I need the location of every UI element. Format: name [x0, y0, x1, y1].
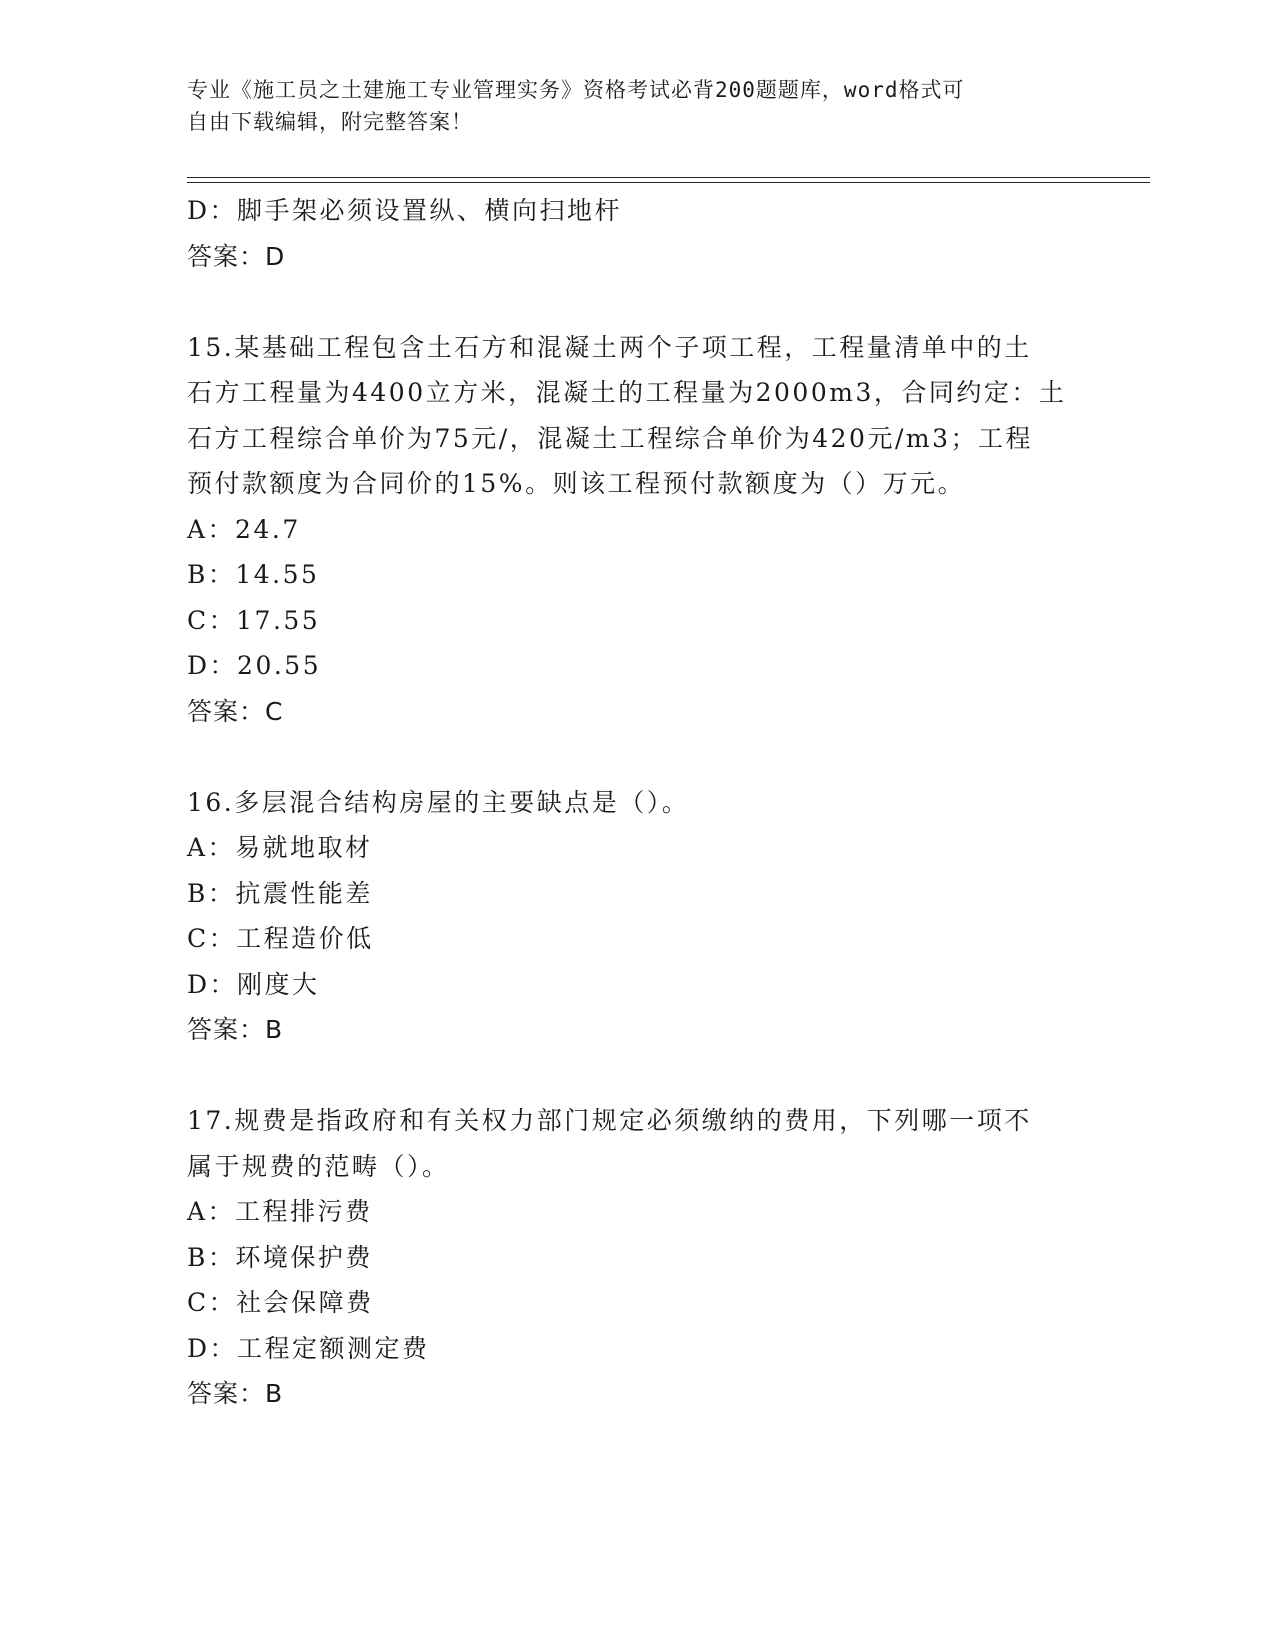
- answer-line: 答案：B: [187, 1379, 284, 1408]
- question-15: [187, 325, 1087, 735]
- option-b: B：环境保护费: [187, 1242, 373, 1272]
- option-a: A：工程排污费: [187, 1197, 373, 1226]
- option-d: D：脚手架必须设置纵、横向扫地杆: [187, 196, 623, 225]
- spacer: [187, 734, 1087, 780]
- question-stem-line: 属于规费的范畴（）。: [187, 1151, 450, 1181]
- question-stem-line: 17.规费是指政府和有关权力部门规定必须缴纳的费用，下列哪一项不: [187, 1106, 1032, 1135]
- answer-line: 答案：B: [187, 1015, 284, 1044]
- question-stem-line: 15.某基础工程包含土石方和混凝土两个子项工程，工程量清单中的土: [187, 332, 1032, 362]
- option-b: B：14.55: [187, 560, 320, 589]
- option-a: A：易就地取材: [187, 833, 373, 862]
- question-stem-line: 石方工程量为4400立方米，混凝土的工程量为2000m3，合同约定：土: [187, 378, 1067, 407]
- option-a: A：24.7: [187, 514, 301, 544]
- header-rule-top: [187, 177, 1150, 178]
- header-line-2: 自由下载编辑，附完整答案！: [187, 110, 473, 134]
- header-line-1: 专业《施工员之土建施工专业管理实务》资格考试必背200题题库，word格式可: [187, 78, 965, 102]
- document-body: [187, 188, 1087, 1417]
- answer-line: 答案：D: [187, 241, 286, 271]
- question-16: [187, 780, 1087, 1053]
- question-stem-line: 石方工程综合单价为75元/，混凝土工程综合单价为420元/m3；工程: [187, 423, 1033, 453]
- question-17: [187, 1098, 1087, 1417]
- option-d: D：刚度大: [187, 969, 320, 999]
- spacer: [187, 1053, 1087, 1099]
- previous-question-tail: [187, 188, 1087, 279]
- option-c: C：17.55: [187, 605, 321, 635]
- option-c: C：社会保障费: [187, 1288, 374, 1317]
- option-c: C：工程造价低: [187, 924, 374, 953]
- question-stem-line: 16.多层混合结构房屋的主要缺点是（）。: [187, 787, 690, 817]
- document-header: [187, 74, 1067, 138]
- option-d: D：工程定额测定费: [187, 1333, 430, 1363]
- option-b: B：抗震性能差: [187, 878, 373, 908]
- header-rule-bottom: [187, 182, 1150, 183]
- spacer: [187, 279, 1087, 325]
- answer-line: 答案：C: [187, 696, 284, 726]
- question-stem-line: 预付款额度为合同价的15%。则该工程预付款额度为（）万元。: [187, 469, 966, 498]
- option-d: D：20.55: [187, 651, 322, 680]
